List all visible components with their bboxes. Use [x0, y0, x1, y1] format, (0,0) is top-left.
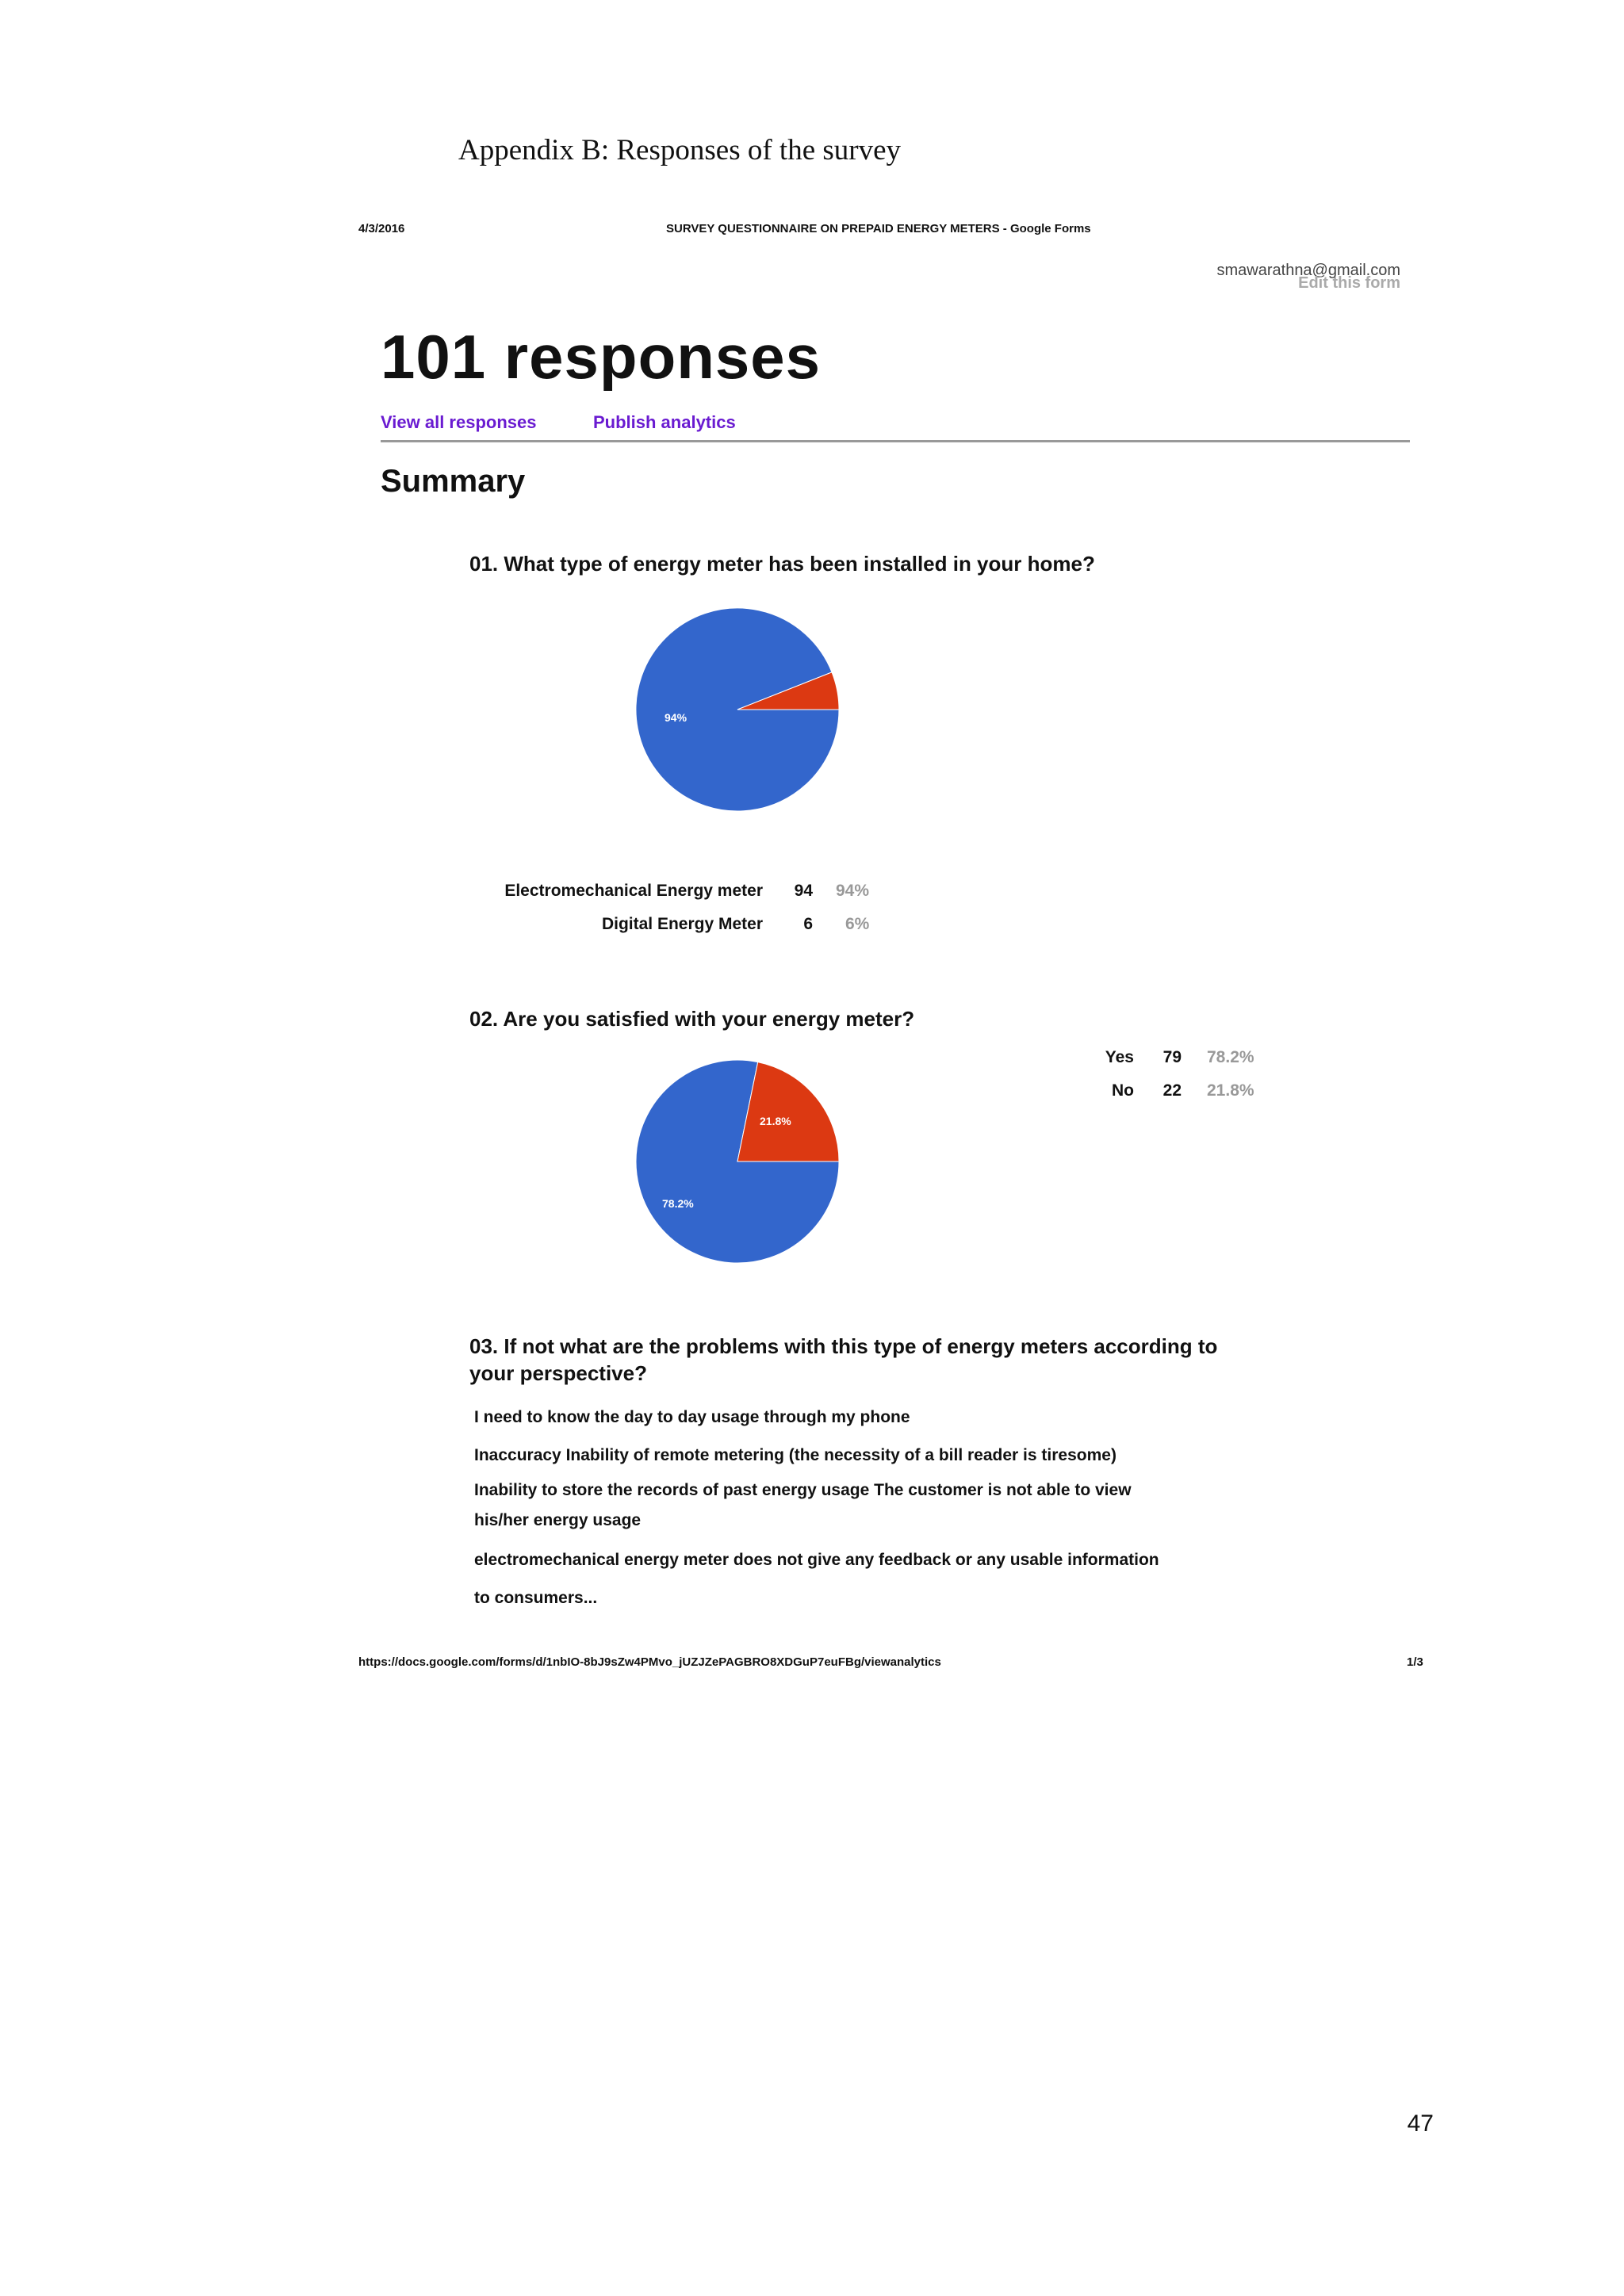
responses-count-title: 101 responses: [381, 322, 822, 392]
q2-legend-pct-1: 21.8%: [1207, 1081, 1254, 1100]
q2-legend-pct-0: 78.2%: [1207, 1048, 1254, 1066]
view-all-responses-link[interactable]: View all responses: [381, 412, 537, 432]
pie-chart-q1: [626, 599, 848, 821]
appendix-title: Appendix B: Responses of the survey: [458, 134, 902, 166]
print-date: 4/3/2016: [358, 222, 405, 235]
pie-chart-q2: [626, 1050, 848, 1272]
pie1-slices: [636, 608, 839, 811]
q2-legend-count-1: 22: [1162, 1081, 1182, 1100]
pie1-slice-label-0: 94%: [665, 711, 688, 724]
divider: [381, 440, 1410, 442]
answer-item: his/her energy usage: [474, 1511, 642, 1529]
pie2-slice-label-1: 21.8%: [760, 1115, 791, 1127]
q1-legend-pct-0: 94%: [836, 882, 870, 900]
page-number: 47: [1407, 2110, 1434, 2137]
answer-item: to consumers...: [474, 1589, 598, 1607]
print-title: SURVEY QUESTIONNAIRE ON PREPAID ENERGY METERS - Google Forms: [666, 222, 1091, 235]
pie2-slices: [636, 1060, 839, 1263]
question-3-title-line1: 03. If not what are the problems with this type of energy meters according to: [469, 1334, 1218, 1358]
edit-form-link[interactable]: Edit this form: [1298, 274, 1400, 292]
q1-legend-count-0: 94: [794, 882, 813, 900]
answer-item: Inability to store the records of past energy usage The customer is not able to view: [474, 1481, 1132, 1499]
q2-legend-count-0: 79: [1162, 1048, 1182, 1066]
q1-legend-count-1: 6: [803, 915, 813, 933]
question-2-title: 02. Are you satisfied with your energy meter?: [469, 1007, 915, 1031]
publish-analytics-link[interactable]: Publish analytics: [593, 412, 736, 432]
account-email[interactable]: smawarathna@gmail.com: [1216, 262, 1400, 279]
summary-heading: Summary: [381, 464, 526, 499]
q1-legend-pct-1: 6%: [845, 915, 870, 933]
q1-legend-label-0: Electromechanical Energy meter: [504, 882, 763, 900]
answer-item: Inaccuracy Inability of remote metering (the necessity of a bill reader is tiresome): [474, 1446, 1116, 1464]
question-1-title: 01. What type of energy meter has been installed in your home?: [469, 552, 1095, 576]
footer-page-of: 1/3: [1407, 1655, 1423, 1669]
question-3-title-line2: your perspective?: [469, 1361, 647, 1385]
footer-url: https://docs.google.com/forms/d/1nbIO-8bJ9sZw4PMvo_jUZJZePAGBRO8XDGuP7euFBg/viewanalytics: [358, 1655, 941, 1669]
pie2-slice-label-0: 78.2%: [662, 1197, 694, 1210]
q1-legend-label-1: Digital Energy Meter: [601, 915, 763, 933]
q2-legend-label-0: Yes: [1105, 1048, 1134, 1066]
q2-legend-label-1: No: [1112, 1081, 1134, 1100]
answer-item: I need to know the day to day usage through my phone: [474, 1408, 910, 1426]
answer-item: electromechanical energy meter does not give any feedback or any usable information: [474, 1551, 1159, 1569]
